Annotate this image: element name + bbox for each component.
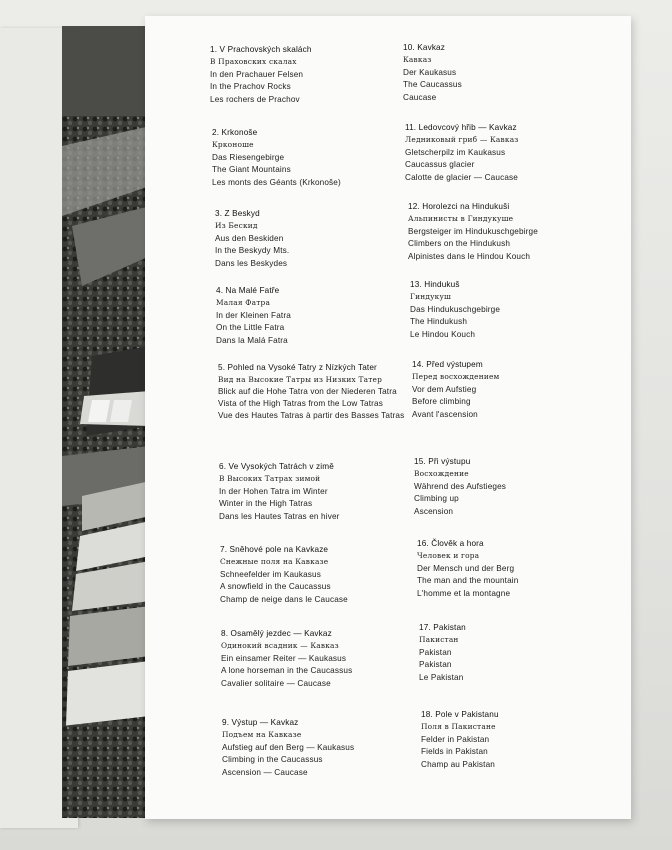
entry-title: 7. Sněhové pole na Kavkaze bbox=[220, 545, 329, 554]
entry-line: Winter in the High Tatras bbox=[219, 499, 313, 509]
entry-line: Les monts des Géants (Krkonoše) bbox=[212, 177, 341, 187]
entry-line: Vista of the High Tatras from the Low Tatras bbox=[218, 399, 383, 409]
caption-entry bbox=[417, 538, 518, 600]
entry-line: В Праховских скалах bbox=[210, 57, 297, 67]
caption-entry bbox=[419, 622, 466, 684]
entry-line: Снежные поля на Кавказе bbox=[220, 557, 329, 567]
entry-line: Поля в Пакистане bbox=[421, 722, 496, 732]
entry-line: Das Riesengebirge bbox=[212, 152, 285, 162]
entry-title: 11. Ledovcový hřib — Kavkaz bbox=[405, 123, 517, 132]
entry-title: 10. Kavkaz bbox=[403, 43, 446, 52]
entry-line: Champ au Pakistan bbox=[421, 759, 496, 769]
entry-line: In den Prachauer Felsen bbox=[210, 69, 304, 79]
entry-line: Climbing in the Caucassus bbox=[222, 755, 323, 765]
entry-line: В Высоких Татрах зимой bbox=[219, 474, 321, 484]
entry-line: Aus den Beskiden bbox=[215, 233, 284, 243]
caption-entry bbox=[403, 42, 462, 104]
caption-entry bbox=[216, 285, 291, 347]
entry-title: 5. Pohled na Vysoké Tatry z Nízkých Tater bbox=[218, 363, 377, 372]
entry-title: 4. Na Malé Fatře bbox=[216, 286, 280, 295]
entry-line: Малая Фатра bbox=[216, 298, 271, 308]
caption-entry bbox=[414, 456, 506, 518]
entry-line: The Hindukush bbox=[410, 317, 468, 327]
caption-entry bbox=[220, 544, 348, 606]
entry-line: Из Бескид bbox=[215, 221, 258, 231]
entry-line: Ein einsamer Reiter — Kaukasus bbox=[221, 653, 347, 663]
entry-line: Ледниковый гриб — Кавказ bbox=[405, 135, 519, 145]
entry-line: Ascension bbox=[414, 506, 454, 516]
entry-title: 18. Pole v Pakistanu bbox=[421, 710, 499, 719]
entry-title: 13. Hindukuš bbox=[410, 280, 460, 289]
entry-line: A snowfield in the Caucassus bbox=[220, 582, 331, 592]
entry-title: 6. Ve Vysokých Tatrách v zimě bbox=[219, 462, 334, 471]
entry-line: Blick auf die Hohe Tatra von der Niederen Tatra bbox=[218, 386, 397, 396]
entry-title: 14. Před výstupem bbox=[412, 360, 483, 369]
entry-line: Одинокий всадник — Кавказ bbox=[221, 641, 339, 651]
entry-line: Felder in Pakistan bbox=[421, 734, 490, 744]
entry-title: 15. Při výstupu bbox=[414, 457, 471, 466]
entry-line: Вид на Высокие Татры из Низких Татер bbox=[218, 375, 382, 385]
caption-entry bbox=[410, 279, 500, 341]
entry-line: Le Hindou Kouch bbox=[410, 329, 476, 339]
entry-line: Der Kaukasus bbox=[403, 67, 457, 77]
caption-entry bbox=[421, 709, 499, 771]
entry-line: On the Little Fatra bbox=[216, 323, 285, 333]
entry-line: Ascension — Caucase bbox=[222, 767, 308, 777]
entry-line: Dans les Beskydes bbox=[215, 258, 288, 268]
caption-entry bbox=[219, 461, 340, 523]
entry-line: Caucase bbox=[403, 92, 437, 102]
entry-line: Les rochers de Prachov bbox=[210, 94, 300, 104]
entry-line: Гиндукуш bbox=[410, 292, 452, 302]
entry-line: Climbers on the Hindukush bbox=[408, 239, 511, 249]
entry-line: The man and the mountain bbox=[417, 576, 519, 586]
entry-line: Das Hindukuschgebirge bbox=[410, 304, 501, 314]
entry-line: Перед восхождением bbox=[412, 372, 500, 382]
entry-line: Champ de neige dans le Caucase bbox=[220, 594, 348, 604]
entry-line: Восхождение bbox=[414, 469, 469, 479]
entry-line: Cavalier solitaire — Caucase bbox=[221, 678, 331, 688]
entry-line: Fields in Pakistan bbox=[421, 747, 488, 757]
caption-entry bbox=[221, 628, 352, 690]
entry-line: Alpinistes dans le Hindou Kouch bbox=[408, 251, 531, 261]
entry-line: Пакистан bbox=[419, 635, 459, 645]
entry-line: The Giant Mountains bbox=[212, 165, 291, 175]
caption-entry bbox=[412, 359, 500, 421]
entry-line: Le Pakistan bbox=[419, 672, 464, 682]
caption-entry bbox=[222, 717, 354, 779]
entry-line: Vue des Hautes Tatras à partir des Basses Tatras bbox=[218, 410, 405, 420]
entry-line: Caucassus glacier bbox=[405, 160, 475, 170]
entry-line: Schneefelder im Kaukasus bbox=[220, 569, 321, 579]
entry-line: Подъем на Кавказе bbox=[222, 730, 302, 740]
entry-line: Bergsteiger im Hindukuschgebirge bbox=[408, 226, 538, 236]
entry-line: Before climbing bbox=[412, 397, 471, 407]
caption-entry bbox=[210, 44, 312, 106]
caption-entry bbox=[215, 208, 289, 270]
entry-line: Dans les Hautes Tatras en hiver bbox=[219, 511, 340, 521]
entry-line: Pakistan bbox=[419, 647, 452, 657]
entry-line: In the Beskydy Mts. bbox=[215, 246, 290, 256]
caption-entry bbox=[408, 201, 538, 263]
entry-line: Während des Aufstieges bbox=[414, 481, 507, 491]
entry-line: Gletscherpilz im Kaukasus bbox=[405, 147, 506, 157]
caption-entry bbox=[405, 122, 519, 184]
entry-line: Крконоше bbox=[212, 140, 254, 150]
entry-line: Альпинисты в Гиндукуше bbox=[408, 214, 514, 224]
entry-line: Vor dem Aufstieg bbox=[412, 384, 477, 394]
caption-entry bbox=[212, 127, 341, 189]
entry-line: Aufstieg auf den Berg — Kaukasus bbox=[222, 742, 355, 752]
entry-line: In der Kleinen Fatra bbox=[216, 310, 291, 320]
entry-line: Climbing up bbox=[414, 494, 459, 504]
entry-title: 8. Osamělý jezdec — Kavkaz bbox=[221, 629, 332, 638]
entry-line: In the Prachov Rocks bbox=[210, 82, 291, 92]
entry-title: 17. Pakistan bbox=[419, 623, 466, 632]
entry-line: Der Mensch und der Berg bbox=[417, 563, 515, 573]
entry-line: Кавказ bbox=[403, 55, 432, 65]
caption-sheet bbox=[145, 16, 631, 819]
entry-line: Dans la Malá Fatra bbox=[216, 335, 288, 345]
caption-entry bbox=[218, 362, 418, 422]
entry-line: The Caucassus bbox=[403, 80, 462, 90]
entry-title: 3. Z Beskyd bbox=[215, 209, 260, 218]
entry-title: 2. Krkonoše bbox=[212, 128, 258, 137]
entry-title: 1. V Prachovských skalách bbox=[210, 45, 312, 54]
entry-title: 16. Člověk a hora bbox=[417, 539, 484, 548]
entry-line: Человек и гора bbox=[417, 551, 480, 561]
entry-line: Calotte de glacier — Caucase bbox=[405, 172, 518, 182]
entry-line: A lone horseman in the Caucassus bbox=[221, 666, 353, 676]
entry-line: Avant l'ascension bbox=[412, 409, 478, 419]
entry-title: 12. Horolezci na Hindukuši bbox=[408, 202, 510, 211]
entry-line: In der Hohen Tatra im Winter bbox=[219, 486, 328, 496]
entry-line: Pakistan bbox=[419, 660, 452, 670]
entry-title: 9. Výstup — Kavkaz bbox=[222, 718, 299, 727]
landscape-photo-strip bbox=[62, 26, 150, 818]
entry-line: L'homme et la montagne bbox=[417, 588, 511, 598]
